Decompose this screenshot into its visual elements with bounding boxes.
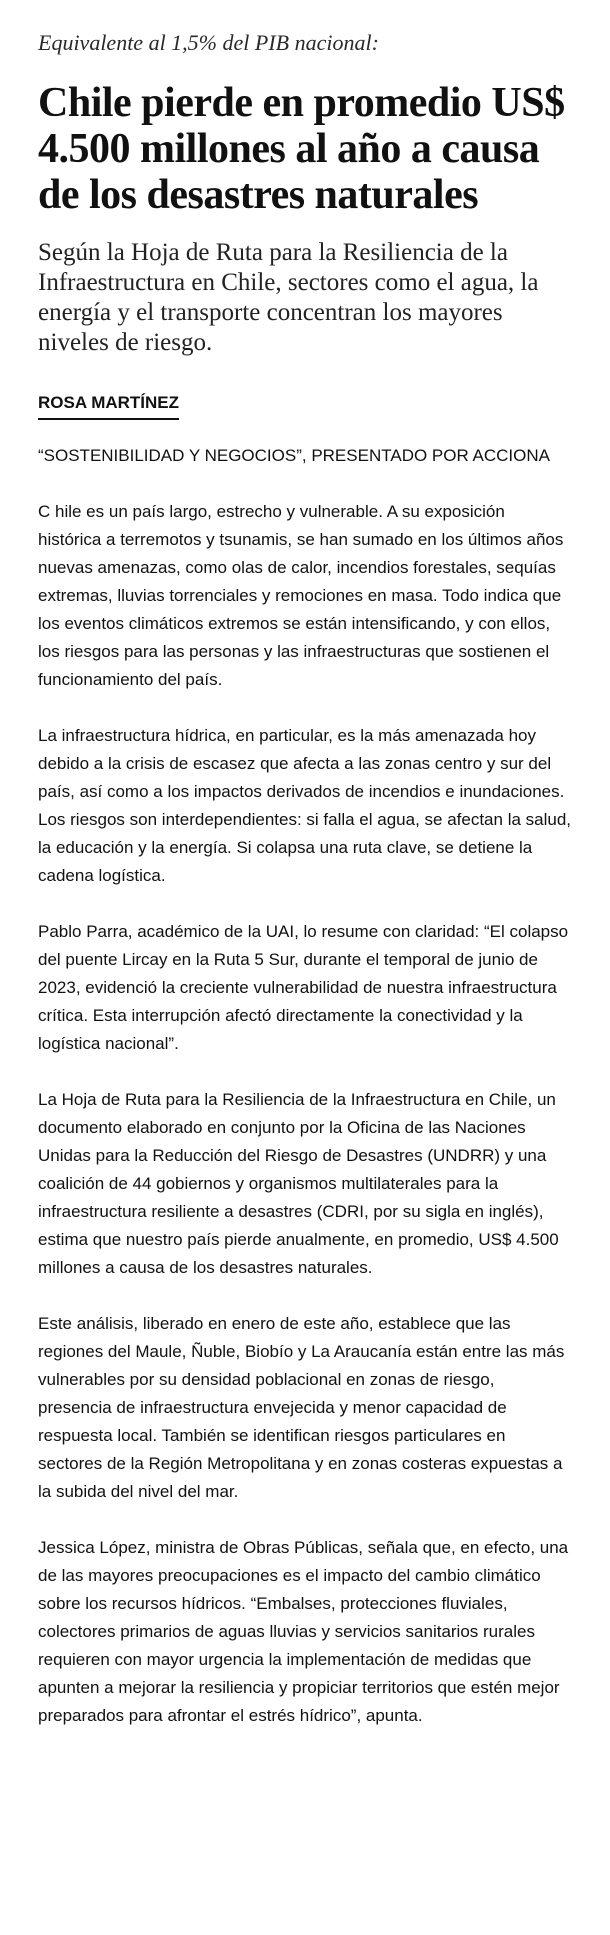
article-body [38, 498, 572, 1730]
deck-subtitle: Según la Hoja de Ruta para la Resiliencia de la Infraestructura en Chile, sectores como el agua, la energía y el transporte concentran los mayores niveles de riesgo. [38, 239, 539, 356]
section-label: “SOSTENIBILIDAD Y NEGOCIOS”, PRESENTADO POR ACCIONA [38, 446, 550, 465]
headline: Chile pierde en promedio US$ 4.500 millones al año a causa de los desastres naturales [38, 80, 565, 218]
body-paragraph-1: C hile es un país largo, estrecho y vulnerable. A su exposición histórica a terremotos y tsunamis, se han sumado en los últimos años nuevas amenazas, como olas de calor, incendios forestales, sequías extremas, lluvias torrenciales y remociones en masa. Todo indica que los eventos climáticos extremos se están intensificando, y con ellos, los riesgos para las personas y las infraestructuras que sostienen el funcionamiento del país. [38, 502, 564, 689]
kicker: Equivalente al 1,5% del PIB nacional: [38, 30, 379, 55]
author-byline-link[interactable]: ROSA MARTÍNEZ [38, 392, 179, 420]
body-paragraph-6: Jessica López, ministra de Obras Públicas, señala que, en efecto, una de las mayores preocupaciones es el impacto del cambio climático sobre los recursos hídricos. “Embalses, protecciones fluviales, colectores primarios de aguas lluvias y servicios sanitarios rurales requieren con mayor urgencia la implementación de medidas que apunten a mejorar la resiliencia y propiciar territorios que estén mejor preparados para afrontar el estrés hídrico”, apunta. [38, 1538, 569, 1725]
body-paragraph-4: La Hoja de Ruta para la Resiliencia de la Infraestructura en Chile, un documento elaborado en conjunto por la Oficina de las Naciones Unidas para la Reducción del Riesgo de Desastres (UNDRR) y una coalición de 44 gobiernos y organismos multilaterales para la infraestructura resiliente a desastres (CDRI, por su sigla en inglés), estima que nuestro país pierde anualmente, en promedio, US$ 4.500 millones a causa de los desastres naturales. [38, 1090, 559, 1277]
body-paragraph-2: La infraestructura hídrica, en particular, es la más amenazada hoy debido a la crisis de escasez que afecta a las zonas centro y sur del país, así como a los impactos derivados de incendios e inundaciones. Los riesgos son interdependientes: si falla el agua, se afectan la salud, la educación y la energía. Si colapsa una ruta clave, se detiene la cadena logística. [38, 726, 572, 885]
body-paragraph-3: Pablo Parra, académico de la UAI, lo resume con claridad: “El colapso del puente Lircay en la Ruta 5 Sur, durante el temporal de junio de 2023, evidenció la creciente vulnerabilidad de nuestra infraestructura crítica. Esta interrupción afectó directamente la conectividad y la logística nacional”. [38, 922, 569, 1053]
body-paragraph-5: Este análisis, liberado en enero de este año, establece que las regiones del Maule, Ñuble, Biobío y La Araucanía están entre las más vulnerables por su densidad poblacional en zonas de riesgo, presencia de infraestructura envejecida y menor capacidad de respuesta local. También se identifican riesgos particulares en sectores de la Región Metropolitana y en zonas costeras expuestas a la subida del nivel del mar. [38, 1314, 565, 1501]
